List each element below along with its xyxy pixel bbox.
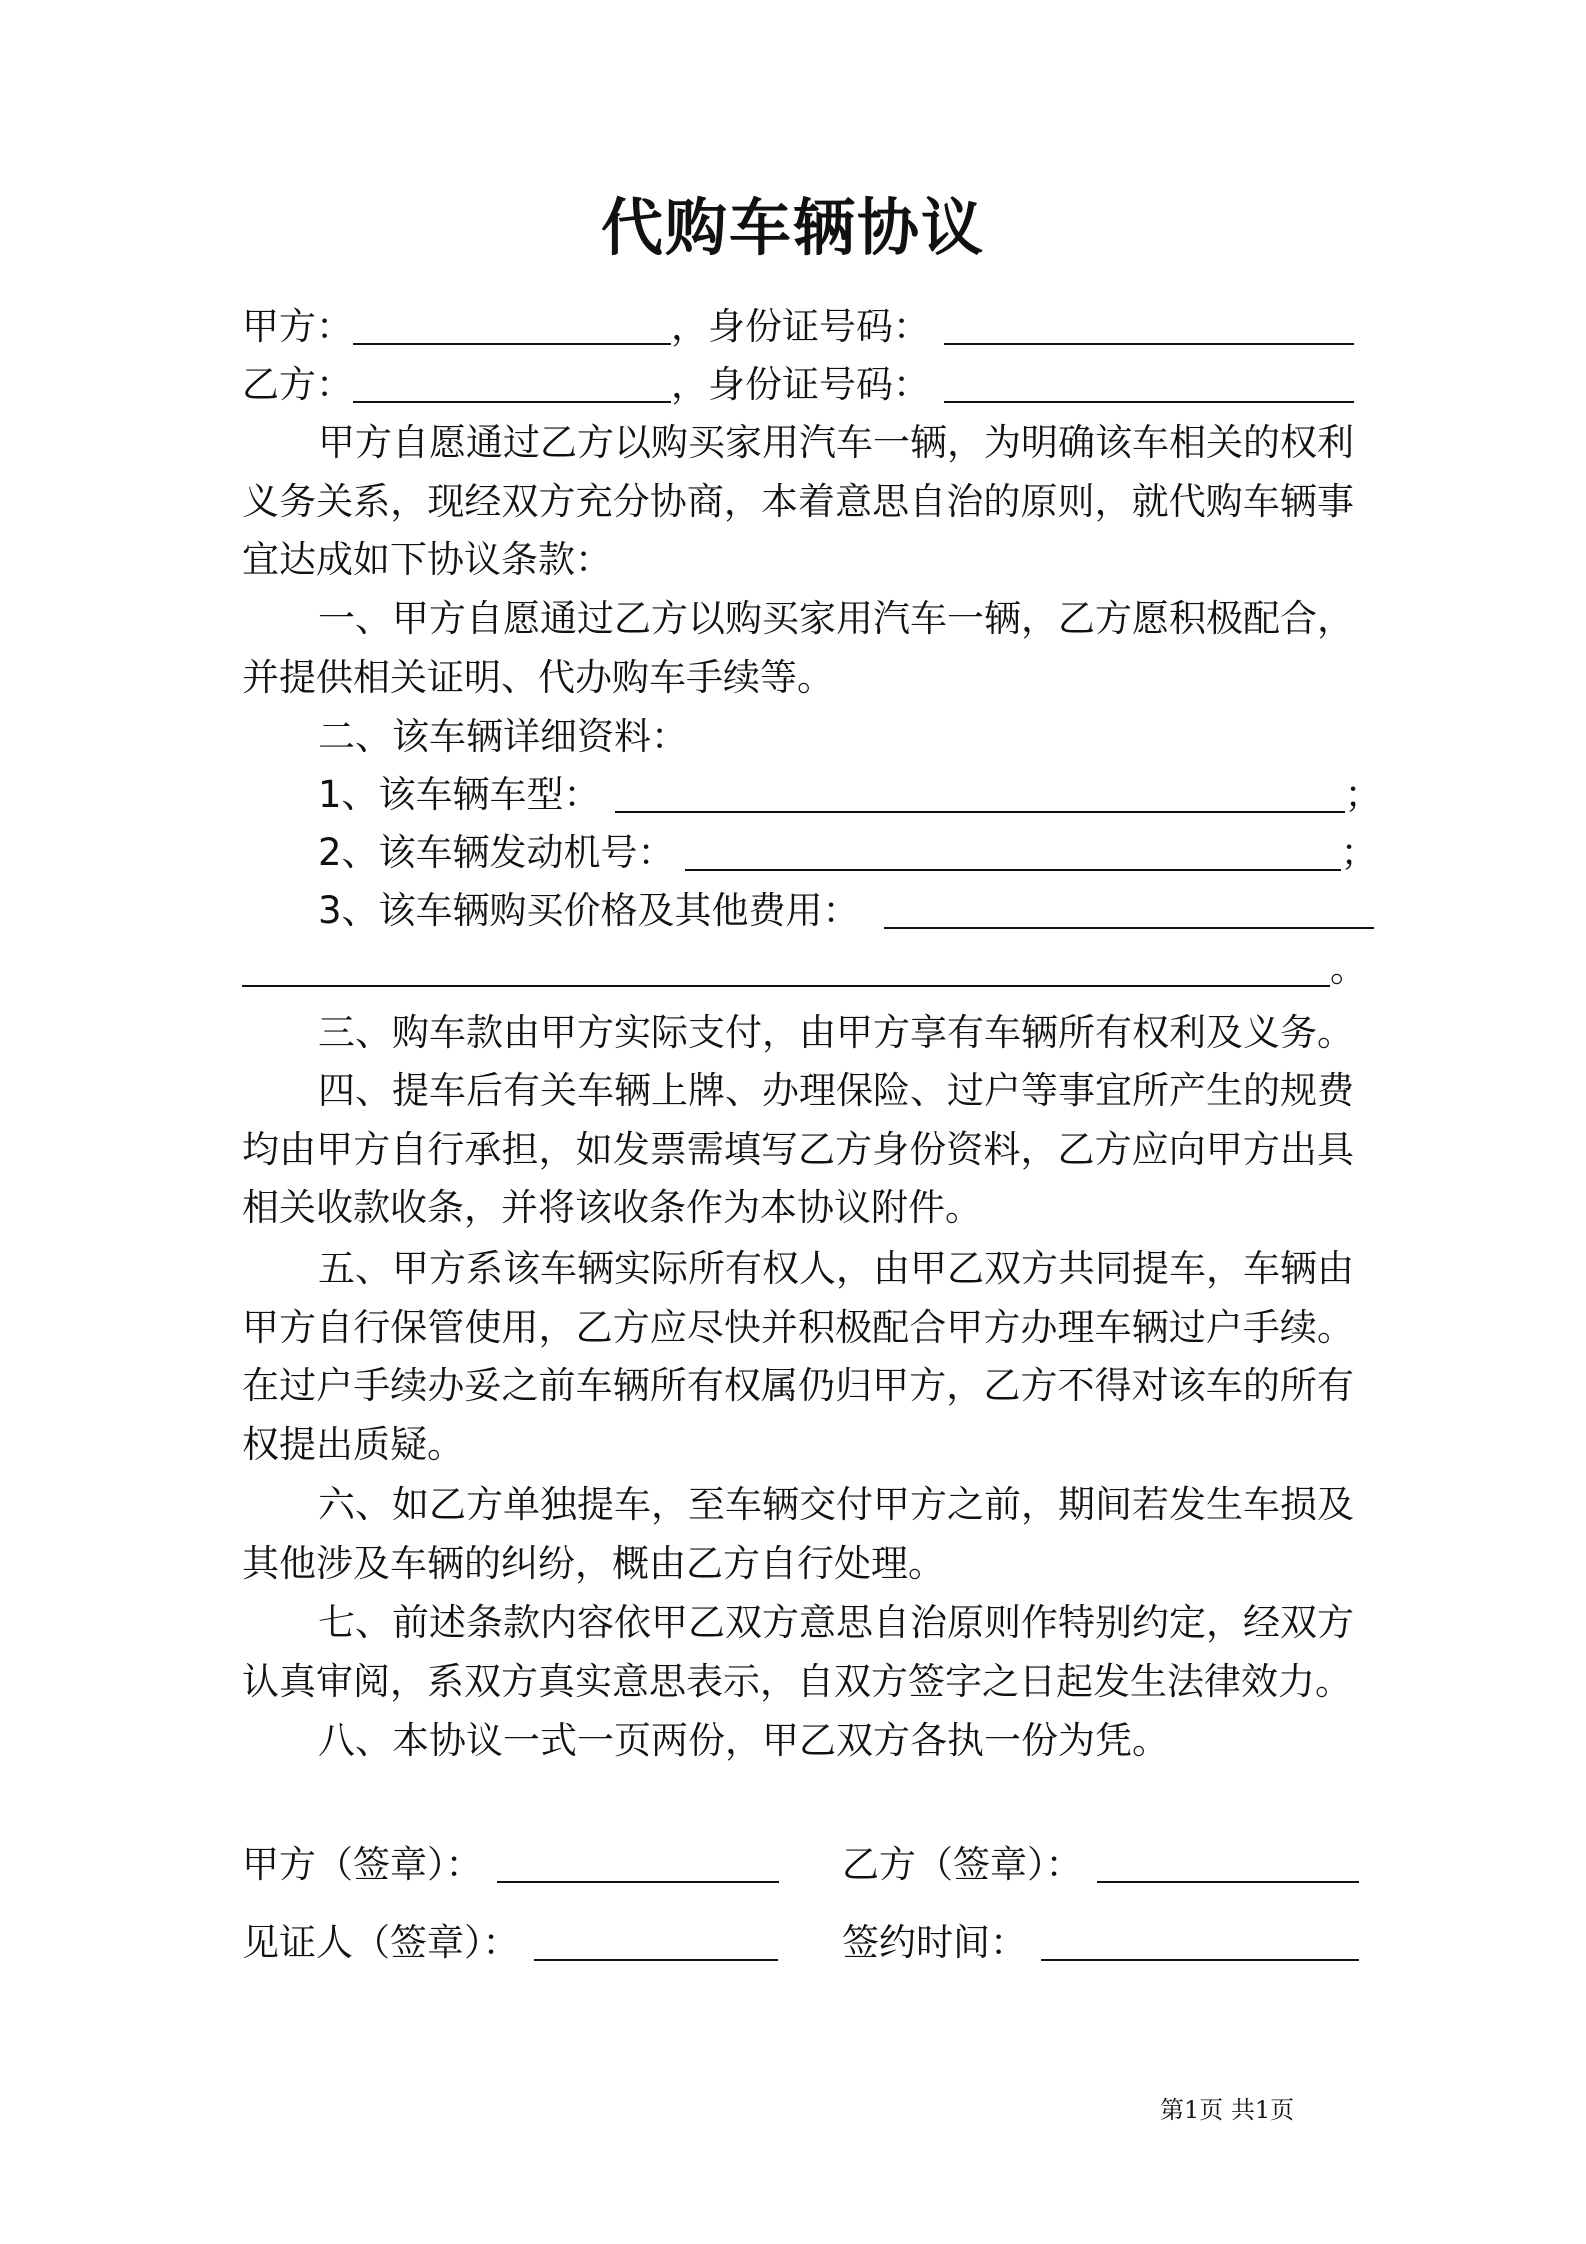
party-b-label: 乙方： xyxy=(242,363,353,406)
period: 。 xyxy=(1330,947,1367,990)
clause-2-item-3-continued xyxy=(242,940,1367,998)
vehicle-model-label: 1、该车辆车型： xyxy=(318,773,601,816)
party-b-line xyxy=(242,356,1352,414)
witness-signature-label: 见证人（签章）： xyxy=(242,1921,520,1964)
clause-8: 八、本协议一式一页两份，甲乙双方各执一份为凭。 xyxy=(318,1719,1169,1762)
party-a-label: 甲方： xyxy=(242,305,353,348)
clause-6: 六、如乙方单独提车，至车辆交付甲方之前，期间若发生车损及其他涉及车辆的纠纷，概由乙方自行处理。 xyxy=(242,1483,1354,1585)
semicolon: ； xyxy=(1344,773,1382,816)
party-b-id-label: ，身份证号码： xyxy=(671,363,930,406)
clause-2-item-2 xyxy=(242,824,1428,882)
preamble-paragraph: 甲方自愿通过乙方以购买家用汽车一辆，为明确该车相关的权利义务关系，现经双方充分协商，本着意思自治的原则，就代购车辆事宜达成如下协议条款： xyxy=(242,421,1354,581)
clause-7: 七、前述条款内容依甲乙双方意思自治原则作特别约定，经双方认真审阅，系双方真实意思表示，自双方签字之日起发生法律效力。 xyxy=(242,1601,1354,1703)
clause-3: 三、购车款由甲方实际支付，由甲方享有车辆所有权利及义务。 xyxy=(318,1011,1354,1054)
party-a-line xyxy=(242,298,1352,356)
page-number-footer: 第1页 共1页 xyxy=(1160,2096,1295,2124)
party-b-id-field[interactable] xyxy=(944,361,1354,403)
party-b-signature xyxy=(842,1836,1359,1894)
party-a-signature xyxy=(242,1836,779,1894)
party-a-name-field[interactable] xyxy=(353,303,671,345)
party-a-signature-field[interactable] xyxy=(497,1841,779,1883)
witness-signature xyxy=(242,1914,778,1972)
engine-number-field[interactable] xyxy=(685,829,1341,871)
signing-date-field[interactable] xyxy=(1041,1919,1359,1961)
price-field[interactable] xyxy=(884,887,1374,929)
vehicle-model-field[interactable] xyxy=(615,771,1345,813)
signing-date xyxy=(842,1914,1359,1972)
clause-4: 四、提车后有关车辆上牌、办理保险、过户等事宜所产生的规费均由甲方自行承担，如发票需填写乙方身份资料，乙方应向甲方出具相关收款收条，并将该收条作为本协议附件。 xyxy=(242,1069,1354,1229)
clause-2-heading: 二、该车辆详细资料： xyxy=(318,715,688,758)
party-b-signature-field[interactable] xyxy=(1097,1841,1359,1883)
price-field-continued[interactable] xyxy=(242,945,1330,987)
document-title: 代购车辆协议 xyxy=(600,191,985,264)
party-a-signature-label: 甲方（签章）： xyxy=(242,1843,483,1886)
party-a-id-field[interactable] xyxy=(944,303,1354,345)
semicolon: ； xyxy=(1340,831,1378,874)
engine-number-label: 2、该车辆发动机号： xyxy=(318,831,675,874)
signing-date-label: 签约时间： xyxy=(842,1921,1027,1964)
party-b-name-field[interactable] xyxy=(353,361,671,403)
price-label: 3、该车辆购买价格及其他费用： xyxy=(318,889,860,932)
party-b-signature-label: 乙方（签章）： xyxy=(842,1843,1083,1886)
clause-1: 一、甲方自愿通过乙方以购买家用汽车一辆，乙方愿积极配合，并提供相关证明、代办购车手续等。 xyxy=(242,597,1354,699)
party-a-id-label: ，身份证号码： xyxy=(671,305,930,348)
witness-signature-field[interactable] xyxy=(534,1919,778,1961)
clause-2-item-1 xyxy=(242,766,1428,824)
clause-5: 五、甲方系该车辆实际所有权人，由甲乙双方共同提车，车辆由甲方自行保管使用，乙方应尽快并积极配合甲方办理车辆过户手续。在过户手续办妥之前车辆所有权属仍归甲方，乙方不得对该车的所有权提出质疑。 xyxy=(242,1247,1354,1466)
clause-2-item-3 xyxy=(242,882,1428,940)
